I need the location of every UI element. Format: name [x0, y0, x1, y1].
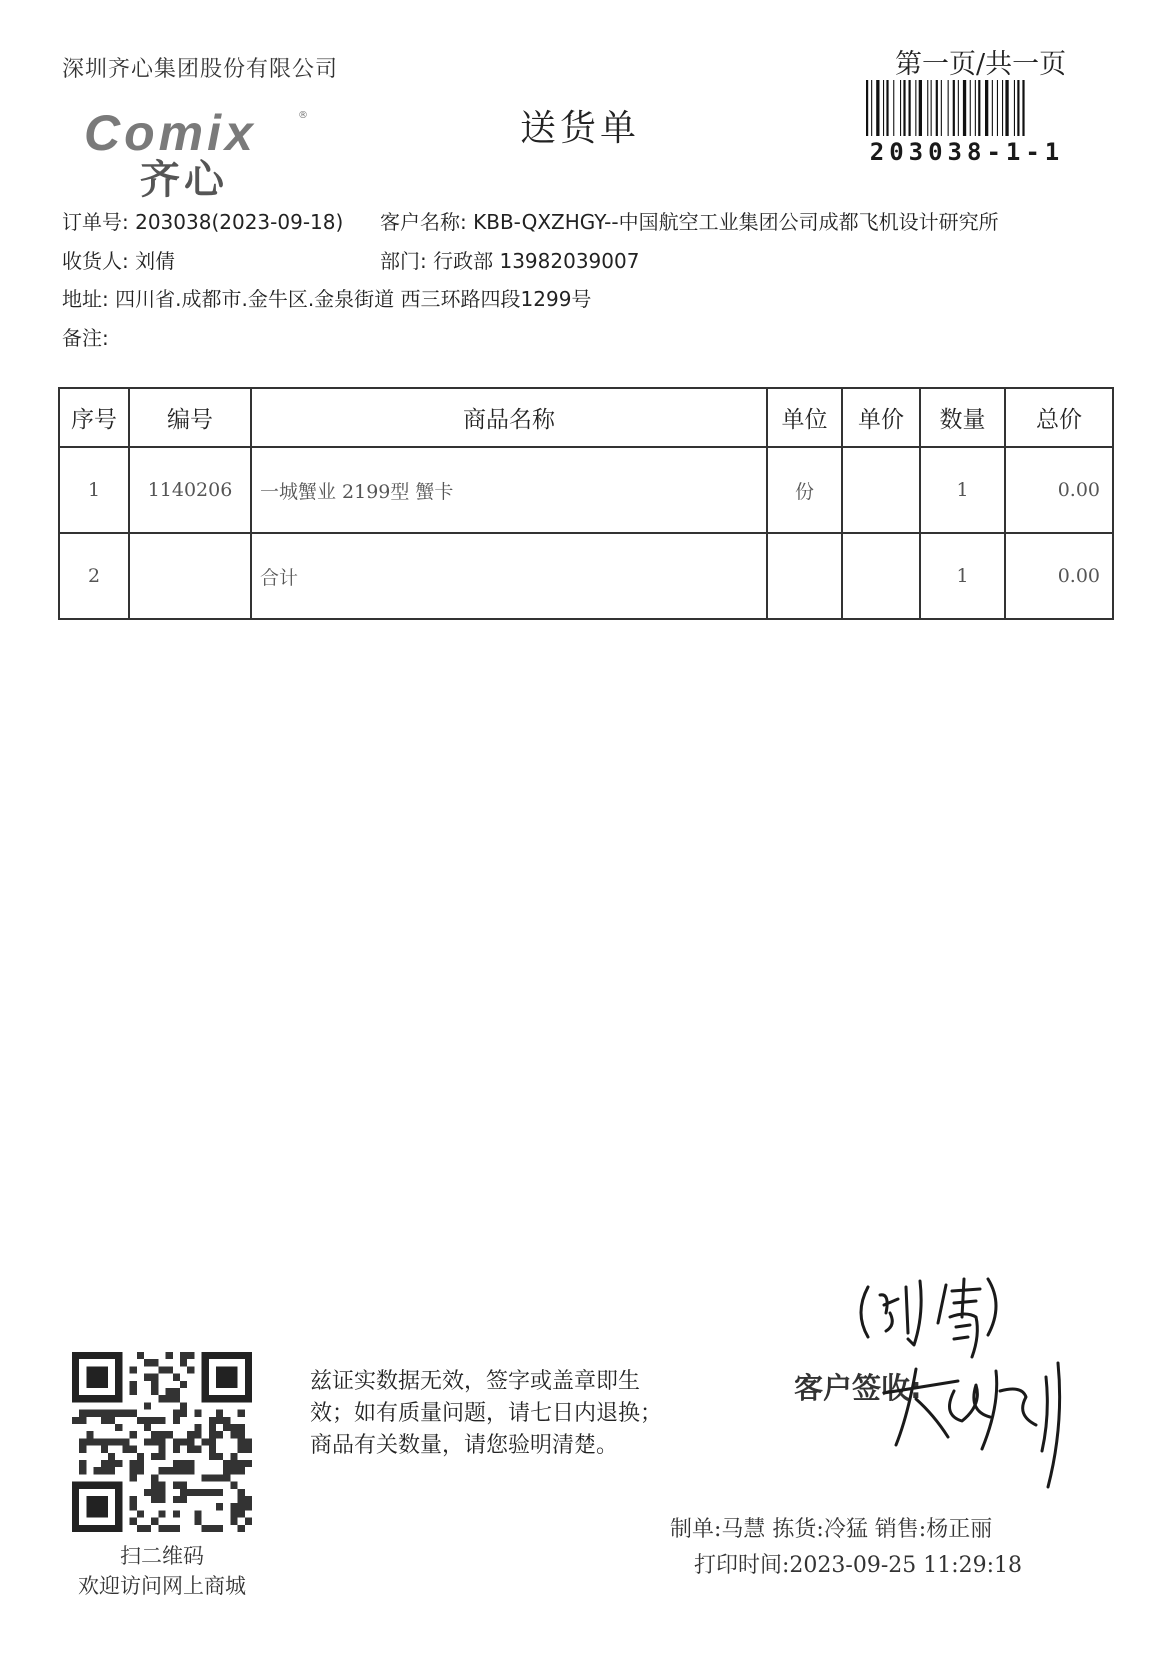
logo-registered-mark: ®	[298, 110, 308, 121]
header-product-name: 商品名称	[251, 388, 767, 447]
cell-unit	[767, 533, 842, 619]
notice-line-3: 商品有关数量，请您验明清楚。	[310, 1433, 619, 1458]
barcode	[866, 80, 1068, 136]
header-total: 总价	[1005, 388, 1113, 447]
order-number-value: 203038(2023-09-18)	[135, 210, 344, 234]
address-row	[62, 283, 591, 312]
header-unit-price: 单价	[842, 388, 920, 447]
department-value: 行政部 13982039007	[433, 249, 640, 273]
customer-value: KBB-QXZHGY--中国航空工业集团公司成都飞机设计研究所	[473, 210, 999, 234]
header-unit: 单位	[767, 388, 842, 447]
table-row	[59, 447, 1113, 533]
staff-line: 制单:马慧 拣货:冷猛 销售:杨正丽	[670, 1517, 993, 1542]
address-label: 地址:	[62, 287, 109, 311]
cell-code	[129, 533, 251, 619]
company-name: 深圳齐心集团股份有限公司	[62, 57, 339, 82]
qr-code[interactable]	[72, 1352, 252, 1532]
cell-seq: 2	[59, 533, 129, 619]
header-quantity: 数量	[920, 388, 1005, 447]
cell-quantity: 1	[920, 447, 1005, 533]
department-label: 部门:	[380, 249, 427, 273]
qr-caption-scan: 扫二维码	[120, 1544, 204, 1568]
address-value: 四川省.成都市.金牛区.金泉街道 西三环路四段1299号	[115, 287, 592, 311]
cell-total: 0.00	[1005, 447, 1113, 533]
notice-line-2: 效；如有质量问题，请七日内退换；	[310, 1401, 663, 1426]
cell-seq: 1	[59, 447, 129, 533]
table-header-row	[59, 388, 1113, 447]
barcode-number: 203038-1-1	[869, 138, 1065, 166]
handwritten-signature	[850, 1265, 1100, 1495]
department-row	[380, 245, 639, 274]
cell-quantity: 1	[920, 533, 1005, 619]
cell-total: 0.00	[1005, 533, 1113, 619]
cell-product-name: 一城蟹业 2199型 蟹卡	[251, 447, 767, 533]
cell-unit: 份	[767, 447, 842, 533]
remark-label: 备注:	[62, 326, 109, 350]
qr-caption-mall: 欢迎访问网上商城	[78, 1574, 246, 1598]
page-indicator: 第一页/共一页	[895, 49, 1067, 80]
cell-product-name: 合计	[251, 533, 767, 619]
receiver-value: 刘倩	[135, 249, 176, 273]
receiver-row	[62, 245, 175, 274]
cell-unit-price	[842, 533, 920, 619]
order-number-label: 订单号:	[62, 210, 129, 234]
customer-row	[380, 206, 999, 235]
comix-logo	[84, 104, 316, 203]
header-seq: 序号	[59, 388, 129, 447]
remark-row	[62, 322, 109, 351]
cell-code: 1140206	[129, 447, 251, 533]
customer-sign-label: 客户签收:	[794, 1371, 922, 1405]
print-time: 打印时间:2023-09-25 11:29:18	[694, 1553, 1023, 1578]
receiver-label: 收货人:	[62, 249, 129, 273]
document-title: 送货单	[520, 108, 641, 149]
order-number-row	[62, 206, 343, 235]
table-row	[59, 533, 1113, 619]
logo-brand-en: Comix	[84, 105, 257, 161]
cell-unit-price	[842, 447, 920, 533]
header-code: 编号	[129, 388, 251, 447]
notice-line-1: 兹证实数据无效，签字或盖章即生	[310, 1369, 641, 1394]
items-table	[58, 387, 1114, 620]
logo-brand-cn: 齐心	[140, 157, 228, 203]
customer-label: 客户名称:	[380, 210, 467, 234]
